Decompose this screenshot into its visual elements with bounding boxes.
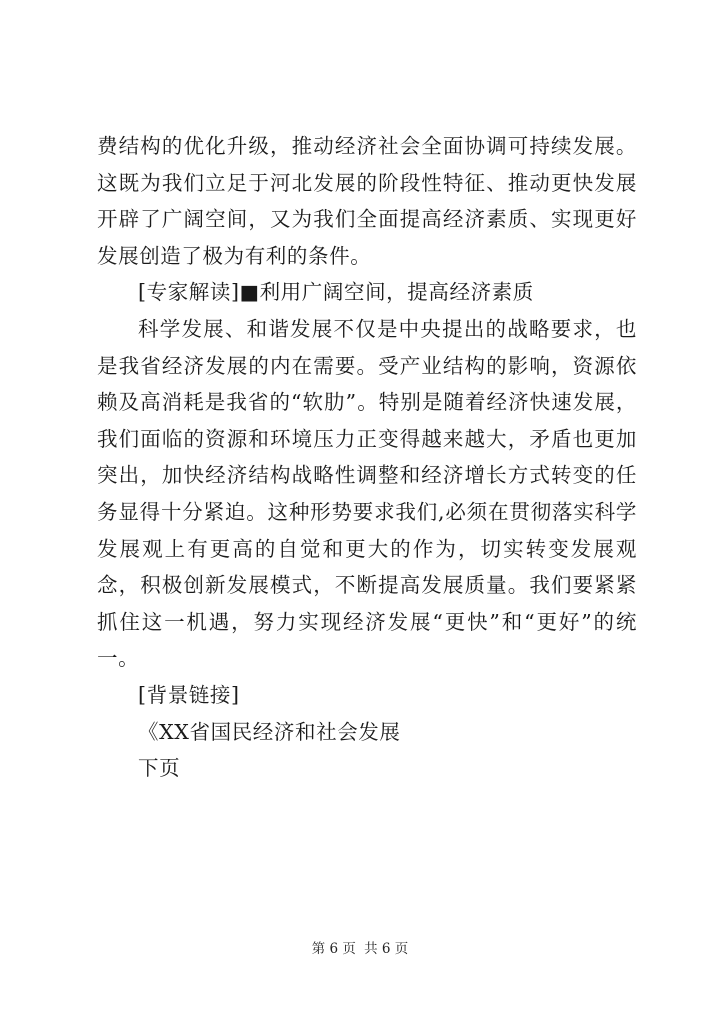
paragraph-next-page: 下页 [138, 756, 181, 781]
page-number: 第 6 页 [311, 941, 356, 957]
page-footer [0, 940, 720, 958]
document-body [97, 128, 637, 787]
page-total: 共 6 页 [364, 941, 409, 957]
paragraph-continuation: 费结构的优化升级，推动经济社会全面协调可持续发展。这既为我们立足于河北发展的阶段性特征、推动更快发展开辟了广阔空间，又为我们全面提高经济素质、实现更好发展创造了极为有利的条件。 [97, 134, 637, 268]
paragraph-expert-body: 科学发展、和谐发展不仅是中央提出的战略要求，也是我省经济发展的内在需要。受产业结构的影响，资源依赖及高消耗是我省的“软肋”。特别是随着经济快速发展，我们面临的资源和环境压力正变得越来越大，矛盾也更加突出，加快经济结构战略性调整和经济增长方式转变的任务显得十分紧迫。这种形势要求我们,必须在贯彻落实科学发展观上有更高的自觉和更大的作为，切实转变发展观念，积极创新发展模式，不断提高发展质量。我们要紧紧抓住这一机遇，努力实现经济发展“更快”和“更好”的统一。 [97, 316, 637, 671]
paragraph-expert-heading: [专家解读]■利用广阔空间，提高经济素质 [138, 280, 534, 305]
paragraph-background-title: 《XX省国民经济和社会发展 [138, 719, 401, 744]
paragraph-background-heading: [背景链接] [138, 682, 240, 707]
